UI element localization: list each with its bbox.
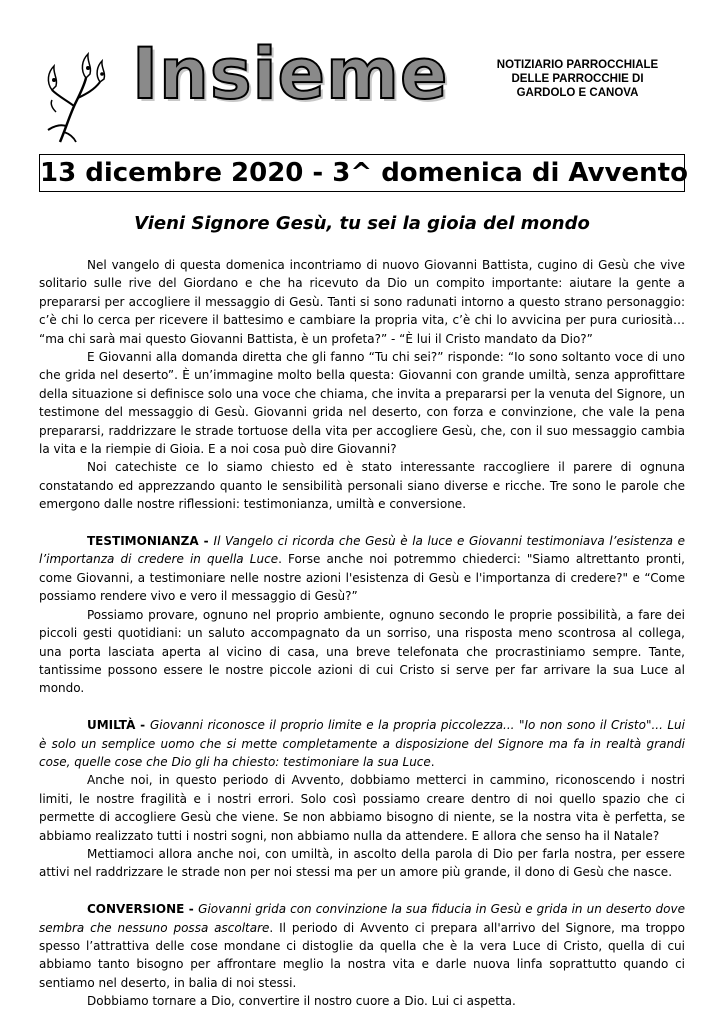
paragraph: Noi catechiste ce lo siamo chiesto ed è stato interessante raccogliere il parere di ognuna constatando ed apprezzando quanto le sensibilità personali siano diverse e ricche. Tre sono le parole che emergono dalle nostre riflessioni: testimonianza, umiltà e conversione. (39, 460, 685, 512)
section-quote: Giovanni riconosce il proprio limite e la propria piccolezza... "Io non sono il Cristo"... Lui è solo un semplice uomo che si mette completamente a disposizione del Signore ma fa in realtà grandi cose, quelle cose che Dio gli ha chiesto: testimoniare la sua Luce (39, 718, 685, 769)
section-quote: Giovanni grida con convinzione la sua fiducia in Gesù e grida in un deserto dove sembra che nessuno possa ascoltare (39, 902, 685, 935)
section-label: UMILTÀ - (87, 718, 150, 733)
section-text: . Il periodo di Avvento ci prepara all'arrivo del Signore, ma troppo spesso l’attrattiva delle cose mondane ci distoglie da quella che è la vera Luce di Cristo, quella di cui abbiamo tanto bisogno per affrontare meglio la nostra vita e darle nuova linfa soprattutto quando ci sentiamo nel deserto, in balia di noi stessi. (39, 920, 685, 990)
candle-branch-icon (40, 50, 110, 145)
paragraph: Mettiamoci allora anche noi, con umiltà, in ascolto della parola di Dio per farla nostra, per essere attivi nel raddrizzare le strade non per noi stessi ma per un amore più grande, il dono di Gesù che nasce. (39, 846, 685, 880)
paragraph: Nel vangelo di questa domenica incontriamo di nuovo Giovanni Battista, cugino di Gesù che vive solitario sulle rive del Giordano e che ha ricevuto da Dio un compito importante: aiutare la gente a prepararsi per accogliere il messaggio di Gesù. Tanti si sono radunati intorno a questo strano personaggio: c’è chi lo cerca per ricevere il battesimo e cambiare la propria vita, c’è chi lo avvicina per pura curiosità… “ma chi sarà mai questo Giovanni Battista, è un profeta?” - “È lui il Cristo mandato da Dio?” (39, 258, 685, 346)
subtitle-line: DELLE PARROCCHIE DI (511, 73, 644, 85)
subtitle-line: NOTIZIARIO PARROCCHIALE (496, 59, 659, 71)
section-testimonianza (39, 532, 685, 606)
section-label: CONVERSIONE - (87, 902, 199, 917)
newsletter-subtitle (470, 58, 685, 100)
section-quote: Il Vangelo ci ricorda che Gesù è la luce e Giovanni testimoniava l’esistenza e l’importanza di credere in quella Luce (39, 534, 685, 567)
paragraph: E Giovanni alla domanda diretta che gli fanno “Tu chi sei?” risponde: “Io sono soltanto voce di uno che grida nel deserto”. È un’immagine molto bella questa: Giovanni con grande umiltà, senza approfittare della situazione si definisce solo una voce che chiama, che invita a prepararsi per la venuta del Signore, un testimone del messaggio di Gesù. Giovanni grida nel deserto, con forza e convinzione, che vale la pena prepararsi, raddrizzare le strade tortuose della vita per accogliere Gesù, che, con il suo messaggio cambia la vita e la riempie di Gioia. E a noi cosa può dire Giovanni? (39, 350, 685, 457)
section-text: . (430, 754, 435, 769)
paragraph: Anche noi, in questo periodo di Avvento, dobbiamo metterci in cammino, riconoscendo i nostri limiti, le nostre fragilità e i nostri errori. Solo così possiamo creare dentro di noi quello spazio che ci permette di accogliere Gesù che viene. Se non abbiamo bisogno di niente, se la nostra vita è perfetta, se abbiamo realizzato tutti i nostri sogni, non abbiamo nulla da attendere. E allora che senso ha il Natale? (39, 773, 685, 843)
section-umilta (39, 716, 685, 771)
section-label: TESTIMONIANZA - (87, 534, 214, 549)
article-heading: Vieni Signore Gesù, tu sei la gioia del mondo (134, 213, 590, 234)
subtitle-line: GARDOLO E CANOVA (516, 87, 639, 99)
section-text: . Forse anche noi potremmo chiederci: "Siamo altrettanto pronti, come Giovanni, a testimoniare nelle nostre azioni l'esistenza di Gesù e l'importanza di credere?" e “Come possiamo rendere vivo e vero il messaggio di Gesù?” (39, 552, 685, 604)
masthead-title: Insieme (132, 33, 449, 115)
paragraph: Possiamo provare, ognuno nel proprio ambiente, ognuno secondo le proprie possibilità, a fare dei piccoli gesti quotidiani: un saluto accompagnato da un sorriso, una risposta meno scontrosa al collega, una porta lasciata aperta al vicino di casa, una breve telefonata che procrastiniamo sempre. Tante, tantissime possono essere le nostre piccole azioni di cui Cristo si serve per far arrivare la sua Luce al mondo. (39, 607, 685, 696)
paragraph: Dobbiamo tornare a Dio, convertire il nostro cuore a Dio. Lui ci aspetta. (87, 994, 516, 1009)
section-conversione (39, 900, 685, 992)
date-title: 13 dicembre 2020 - 3^ domenica di Avvento (39, 154, 685, 192)
article-body (39, 256, 685, 1011)
